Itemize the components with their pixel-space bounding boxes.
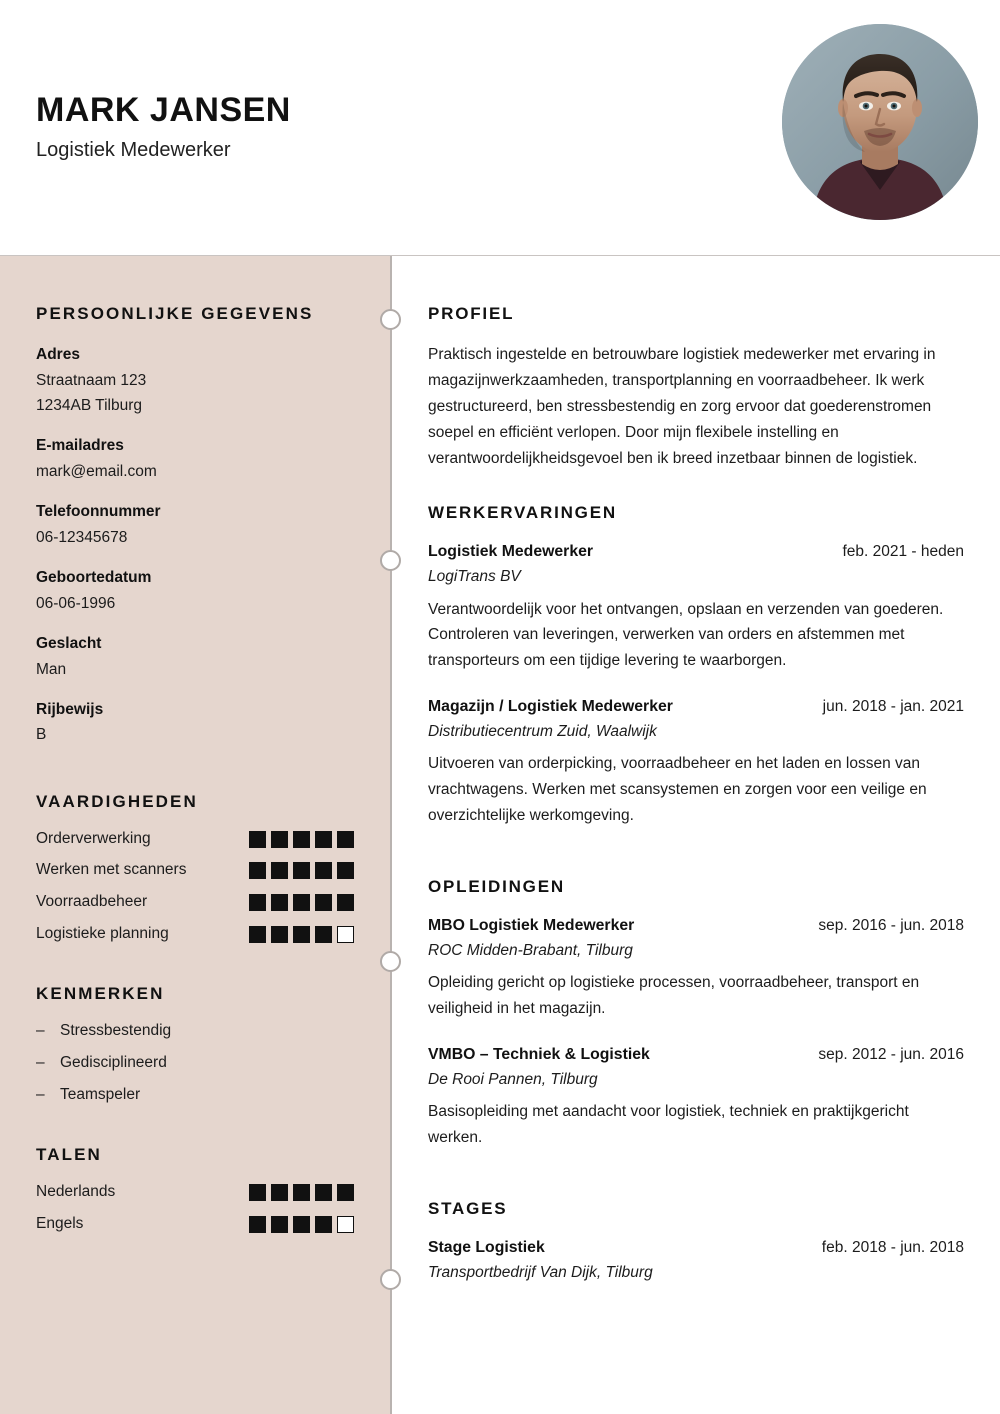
rating-box-filled (337, 1184, 354, 1201)
field-label: E-mailadres (36, 437, 124, 455)
rating-box-empty (337, 1216, 354, 1233)
entry-date: feb. 2021 - heden (842, 543, 964, 561)
section-heading-profiel: PROFIEL (428, 304, 515, 323)
field-label: Adres (36, 346, 80, 363)
entry-header (428, 1044, 964, 1067)
list-item (36, 1053, 354, 1074)
rating-box-filled (315, 894, 332, 911)
language-label: Engels (36, 1214, 84, 1232)
spacer (36, 1117, 354, 1145)
entry-header (428, 696, 964, 719)
spacer (428, 1173, 964, 1199)
dash-bullet-icon: – (36, 1054, 45, 1072)
skill-rating (249, 831, 354, 848)
entry-organisation: Transportbedrijf Van Dijk, Tilburg (428, 1263, 653, 1281)
education-entry (428, 915, 964, 1022)
field-value: 06-06-1996 (36, 594, 116, 612)
internship-entry (428, 1237, 964, 1284)
rating-box-filled (293, 831, 310, 848)
section-heading-opleidingen: OPLEIDINGEN (428, 876, 565, 896)
list-item (36, 1021, 354, 1042)
field-value-second-line: 1234AB Tilburg (36, 396, 142, 414)
rating-box-filled (249, 862, 266, 879)
entry-title: Stage Logistiek (428, 1238, 545, 1256)
entry-description: Basisopleiding met aandacht voor logistiek, techniek en praktijkgericht werken. (428, 1102, 909, 1146)
rating-box-filled (337, 862, 354, 879)
language-label: Nederlands (36, 1183, 116, 1200)
field-value: 06-12345678 (36, 528, 128, 546)
field-value: Straatnaam 123 (36, 371, 147, 389)
section-heading-werkervaringen: WERKERVARINGEN (428, 503, 617, 523)
page-title: MARK JANSEN (36, 91, 291, 129)
rating-box-filled (271, 926, 288, 943)
spacer (428, 851, 964, 877)
experience-entry (428, 696, 964, 829)
sidebar-heading-skills: VAARDIGHEDEN (36, 791, 198, 811)
rating-box-filled (337, 894, 354, 911)
spacer (36, 956, 354, 984)
rating-box-filled (337, 831, 354, 848)
language-rating (249, 1216, 354, 1233)
language-row (36, 1182, 354, 1203)
avatar (782, 24, 978, 220)
entry-date: sep. 2012 - jun. 2016 (818, 1045, 964, 1063)
timeline-node-opleidingen (380, 951, 401, 972)
field-label: Telefoonnummer (36, 502, 161, 520)
entry-description: Verantwoordelijk voor het ontvangen, opslaan en verzenden van goederen. Controleren van leveringen, verwerken van orders en afstemmen met transporteurs om een tijdige levering te waarborgen. (428, 600, 944, 670)
skill-row (36, 892, 354, 913)
education-entry (428, 1044, 964, 1151)
language-row (36, 1214, 354, 1235)
field-value: Man (36, 660, 67, 678)
entry-header (428, 1237, 964, 1260)
entry-header (428, 541, 964, 564)
rating-box-filled (315, 926, 332, 943)
trait-label: Stressbestendig (60, 1022, 172, 1040)
field-value: B (36, 726, 47, 744)
section-heading-stages: STAGES (428, 1198, 508, 1218)
personal-field-adres (36, 343, 354, 418)
experience-entry (428, 541, 964, 674)
header-text-block (36, 92, 291, 162)
skill-rating (249, 894, 354, 911)
personal-field-rijbewijs (36, 698, 354, 748)
skill-row (36, 924, 354, 945)
spacer (428, 471, 964, 503)
profile-text: Praktisch ingestelde en betrouwbare logistiek medewerker met ervaring in magazijnwerkzaamheden, transportplanning en voorraadbeheer. Ik werk gestructureerd, ben stressbestendig en zorg ervoor dat goederenstromen soepel en efficiënt verlopen. Door mijn flexibele instelling en verantwoordelijkheidsgevoel ben ik breed inzetbaar binnen de logistiek. (428, 346, 936, 467)
skill-label: Voorraadbeheer (36, 893, 148, 911)
rating-box-filled (249, 926, 266, 943)
languages-list (36, 1182, 354, 1235)
traits-list (36, 1021, 354, 1106)
rating-box-filled (315, 831, 332, 848)
sidebar (0, 256, 390, 1414)
sidebar-heading-personal: PERSOONLIJKE GEGEVENS (36, 304, 314, 323)
rating-box-filled (271, 1216, 288, 1233)
rating-box-filled (293, 926, 310, 943)
rating-box-filled (271, 1184, 288, 1201)
rating-box-filled (271, 894, 288, 911)
trait-label: Gedisciplineerd (60, 1054, 167, 1072)
language-rating (249, 1184, 354, 1201)
rating-box-filled (249, 1184, 266, 1201)
rating-box-filled (249, 894, 266, 911)
entry-header (428, 915, 964, 938)
rating-box-filled (293, 894, 310, 911)
entry-description: Uitvoeren van orderpicking, voorraadbeheer en het laden en lossen van vrachtwagens. Werken met scansystemen en zorgen voor een veilige en overzichtelijke werkomgeving. (428, 755, 927, 825)
timeline-node-stages (380, 1269, 401, 1290)
personal-field-email (36, 434, 354, 484)
entry-description: Opleiding gericht op logistieke processen, voorraadbeheer, transport en veiligheid in het magazijn. (428, 974, 920, 1017)
trait-label: Teamspeler (60, 1086, 141, 1104)
timeline-node-profiel (380, 309, 401, 330)
entry-organisation: ROC Midden-Brabant, Tilburg (428, 941, 633, 959)
rating-box-filled (293, 1216, 310, 1233)
skill-row (36, 860, 354, 881)
main-column (390, 256, 1000, 1414)
rating-box-filled (293, 1184, 310, 1201)
rating-box-filled (249, 1216, 266, 1233)
rating-box-empty (337, 926, 354, 943)
skill-rating (249, 862, 354, 879)
entry-organisation: De Rooi Pannen, Tilburg (428, 1070, 598, 1088)
rating-box-filled (271, 831, 288, 848)
rating-box-filled (249, 831, 266, 848)
timeline-divider (390, 256, 392, 1414)
entry-date: sep. 2016 - jun. 2018 (818, 916, 964, 934)
skill-label: Werken met scanners (36, 861, 187, 879)
skills-list (36, 829, 354, 946)
personal-field-geboortedatum (36, 566, 354, 616)
entry-date: jun. 2018 - jan. 2021 (822, 698, 964, 716)
personal-field-telefoon (36, 500, 354, 550)
spacer (36, 764, 354, 792)
skill-rating (249, 926, 354, 943)
timeline-node-werkervaringen (380, 550, 401, 571)
dash-bullet-icon: – (36, 1022, 45, 1040)
entry-title: MBO Logistiek Medewerker (428, 916, 635, 934)
rating-box-filled (293, 862, 310, 879)
entry-title: Logistiek Medewerker (428, 543, 594, 561)
skill-row (36, 829, 354, 850)
rating-box-filled (315, 862, 332, 879)
portrait-photo-icon (782, 24, 978, 220)
cv-header (0, 0, 1000, 255)
entry-organisation: LogiTrans BV (428, 568, 521, 586)
list-item (36, 1085, 354, 1106)
entry-organisation: Distributiecentrum Zuid, Waalwijk (428, 723, 657, 741)
rating-box-filled (271, 862, 288, 879)
cv-body (0, 255, 1000, 1414)
entry-title: VMBO – Techniek & Logistiek (428, 1045, 650, 1063)
sidebar-heading-languages: TALEN (36, 1145, 102, 1164)
entry-date: feb. 2018 - jun. 2018 (821, 1238, 964, 1256)
job-title: Logistiek Medewerker (36, 139, 231, 162)
field-label: Geslacht (36, 634, 102, 652)
field-label: Geboortedatum (36, 568, 152, 586)
dash-bullet-icon: – (36, 1086, 45, 1104)
personal-field-geslacht (36, 632, 354, 682)
sidebar-heading-traits: KENMERKEN (36, 984, 165, 1004)
entry-title: Magazijn / Logistiek Medewerker (428, 698, 673, 716)
rating-box-filled (315, 1184, 332, 1201)
field-value: mark@email.com (36, 462, 157, 480)
skill-label: Logistieke planning (36, 925, 169, 943)
field-label: Rijbewijs (36, 700, 104, 718)
skill-label: Orderverwerking (36, 829, 151, 847)
rating-box-filled (315, 1216, 332, 1233)
